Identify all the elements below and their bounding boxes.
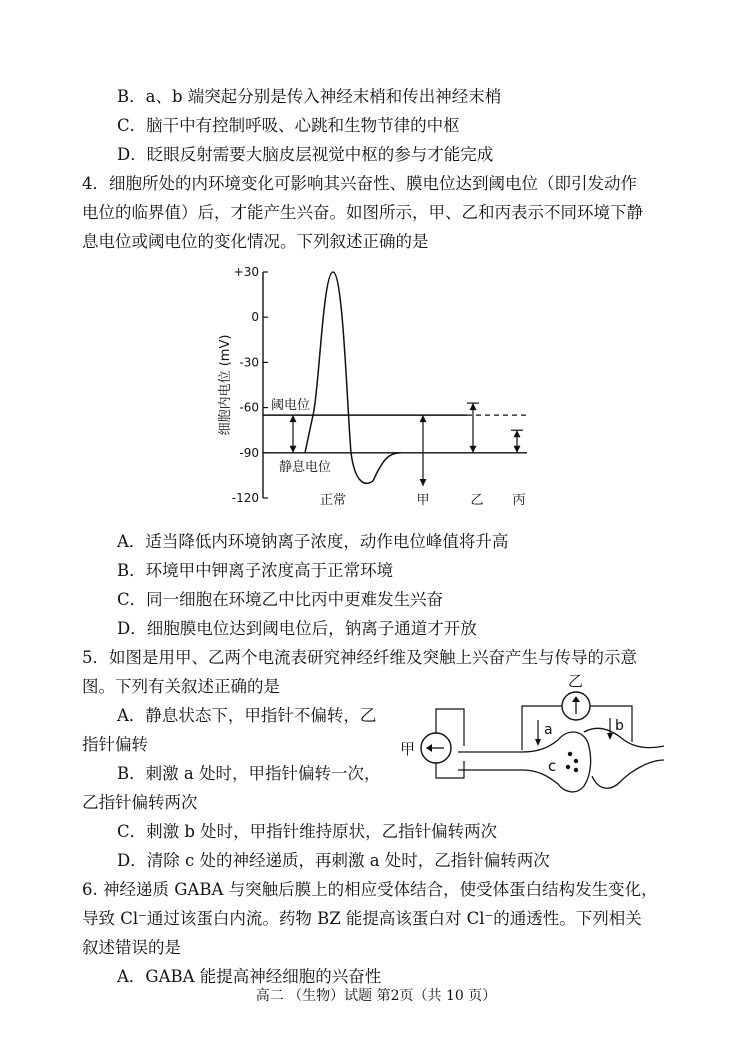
q3-option-c: C．脑干中有控制呼吸、心跳和生物节律的中枢 (117, 116, 460, 135)
stimulus-arrow-a-head (535, 739, 541, 746)
q5-stem-line-2: 图。下列有关叙述正确的是 (82, 677, 280, 696)
q5-option-c: C．刺激 b 处时，甲指针维持原状，乙指针偏转两次 (117, 822, 498, 841)
q4-option-a: A．适当降低内环境钠离子浓度，动作电位峰值将升高 (117, 532, 509, 551)
page-footer: 高二 （生物）试题 第2页（共 10 页） (255, 988, 497, 1004)
arrow-normal-head (290, 415, 297, 422)
q5-option-a-line-2: 指针偏转 (82, 735, 148, 754)
q4-stem-line-1: 4．细胞所处的内环境变化可影响其兴奋性、膜电位达到阈电位（即引发动作 (82, 174, 637, 193)
q5-option-a-line-1: A．静息状态下，甲指针不偏转，乙 (117, 706, 377, 725)
vesicle (568, 752, 572, 756)
y-tick-label: -90 (239, 445, 259, 460)
q4-option-c: C．同一细胞在环境乙中比丙中更难发生兴奋 (117, 590, 444, 609)
arrow-bing-head (514, 446, 521, 453)
vesicle (574, 768, 578, 772)
threshold-label: 阈电位 (271, 398, 311, 414)
arrow-yi-head (470, 403, 477, 410)
resting-label: 静息电位 (279, 459, 332, 475)
q3-option-b: B．a、b 端突起分别是传入神经末梢和传出神经末梢 (117, 87, 502, 106)
vesicle (574, 759, 578, 763)
label-meter-yi: 乙 (568, 672, 584, 690)
stimulus-arrow-b-head (607, 733, 613, 740)
category-bing: 丙 (512, 493, 526, 508)
y-tick-label: -60 (239, 400, 259, 415)
q6-stem-line-1: 6. 神经递质 GABA 与突触后膜上的相应受体结合，使受体蛋白结构发生变化， (82, 880, 658, 899)
postsynaptic-neuron-lower (592, 760, 664, 788)
q6-stem-line-3: 叙述错误的是 (82, 938, 181, 957)
q4-stem-line-3: 息电位或阈电位的变化情况。下列叙述正确的是 (82, 232, 429, 251)
q5-stem-line-1: 5．如图是用甲、乙两个电流表研究神经纤维及突触上兴奋产生与传导的示意 (82, 648, 637, 667)
q5-option-b-line-2: 乙指针偏转两次 (82, 793, 198, 812)
nerve-fiber-lower (458, 770, 558, 784)
arrow-bing-head (514, 430, 521, 437)
postsynaptic-neuron-upper (584, 728, 664, 747)
category-normal: 正常 (319, 493, 347, 508)
neuron-galvanometer-diagram (398, 668, 670, 800)
wire-yi-left (522, 706, 562, 750)
arrow-normal-head (290, 446, 297, 453)
label-meter-jia: 甲 (400, 740, 416, 758)
y-tick-label: 0 (251, 310, 259, 325)
q5-option-d: D．清除 c 处的神经递质，再刺激 a 处时，乙指针偏转两次 (117, 851, 550, 870)
category-yi: 乙 (470, 493, 484, 508)
y-tick-label: -120 (231, 491, 259, 505)
action-potential-curve (305, 272, 401, 483)
membrane-potential-chart (205, 260, 545, 520)
y-tick-label: +30 (233, 265, 259, 279)
nerve-fiber-upper (458, 740, 558, 752)
q6-stem-line-2: 导致 Cl⁻通过该蛋白内流。药物 BZ 能提高该蛋白对 Cl⁻的通透性。下列相关 (82, 909, 642, 928)
arrow-jia-head (420, 479, 427, 486)
vesicle (566, 765, 570, 769)
category-jia: 甲 (416, 493, 430, 508)
y-tick-label: -30 (239, 355, 259, 370)
arrow-yi-head (470, 446, 477, 453)
q4-stem-line-2: 电位的临界值）后，才能产生兴奋。如图所示，甲、乙和丙表示不同环境下静 (82, 203, 643, 222)
label-point-b: b (615, 718, 624, 734)
arrow-jia-head (420, 415, 427, 422)
label-point-c: c (548, 757, 557, 775)
q6-option-a: A．GABA 能提高神经细胞的兴奋性 (117, 967, 382, 986)
q3-option-d: D．眨眼反射需要大脑皮层视觉中枢的参与才能完成 (117, 145, 494, 164)
q4-option-d: D．细胞膜电位达到阈电位后，钠离子通道才开放 (117, 619, 477, 638)
q4-option-b: B．环境甲中钾离子浓度高于正常环境 (117, 561, 394, 580)
y-axis-label: 细胞内电位 (mV) (218, 334, 233, 436)
label-point-a: a (544, 722, 553, 738)
q5-option-b-line-1: B．刺激 a 处时，甲指针偏转一次， (117, 764, 381, 783)
